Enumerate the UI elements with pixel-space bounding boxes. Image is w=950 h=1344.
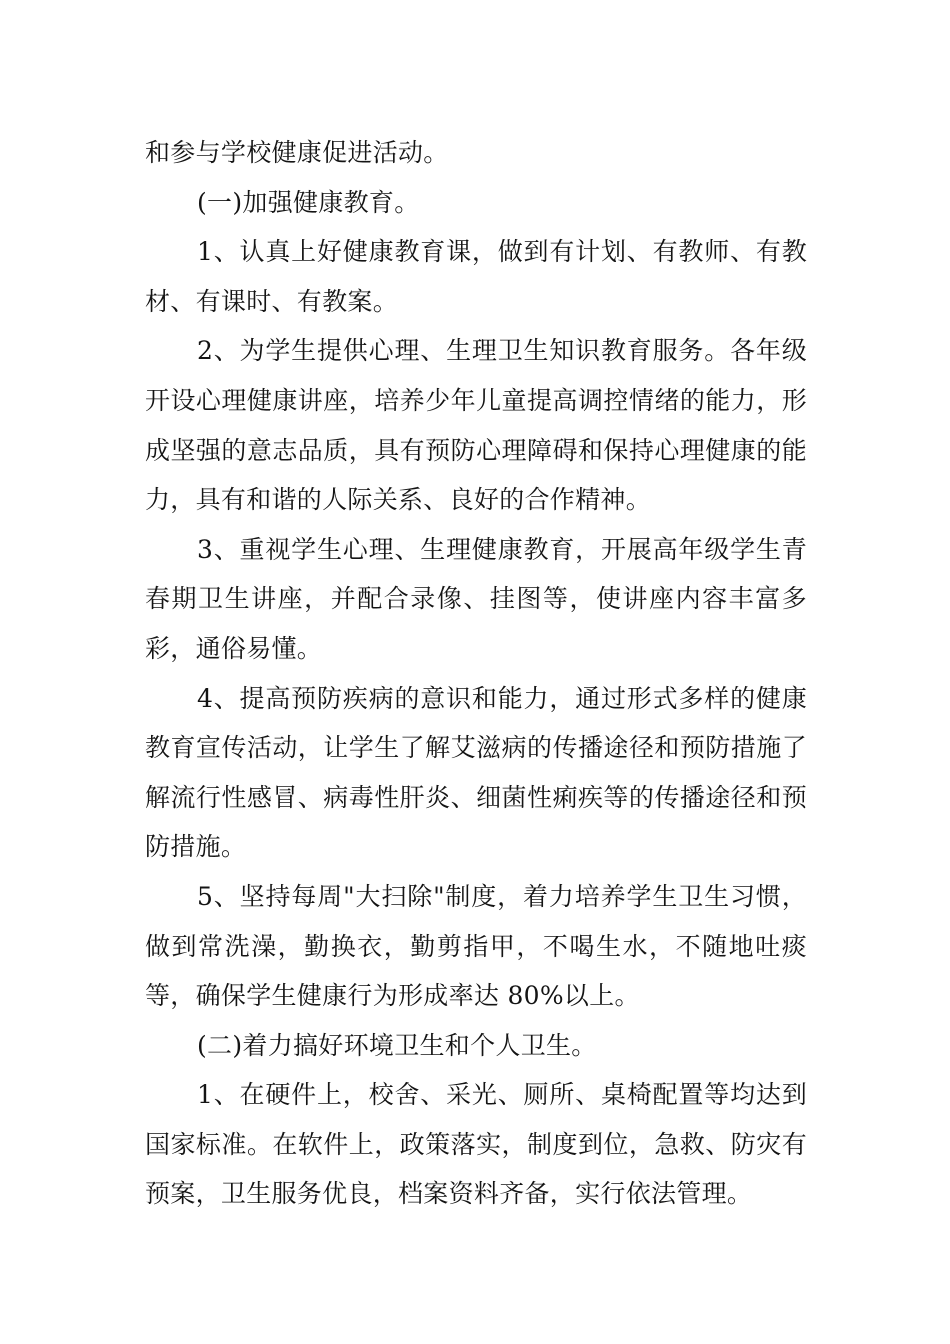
paragraph-item-5: 5、坚持每周"大扫除"制度，着力培养学生卫生习惯，做到常洗澡，勤换衣，勤剪指甲，不喝生水，不随地吐痰等，确保学生健康行为形成率达 80%以上。 [145,881,807,1011]
paragraph-item-3: 3、重视学生心理、生理健康教育，开展高年级学生青春期卫生讲座，并配合录像、挂图等，使讲座内容丰富多彩，通俗易懂。 [145,534,807,663]
paragraph-item-1: 1、认真上好健康教育课，做到有计划、有教师、有教材、有课时、有教案。 [145,237,807,316]
paragraph-item-6: 1、在硬件上，校舍、采光、厕所、桌椅配置等均达到国家标准。在软件上，政策落实，制度到位，急救、防灾有预案，卫生服务优良，档案资料齐备，实行依法管理。 [145,1080,807,1209]
paragraph-continuation: 和参与学校健康促进活动。 [145,138,449,167]
section-heading-1: (一)加强健康教育。 [197,187,420,217]
section-heading-2: (二)着力搞好环境卫生和个人卫生。 [197,1030,597,1060]
paragraph-item-4: 4、提高预防疾病的意识和能力，通过形式多样的健康教育宣传活动，让学生了解艾滋病的传播途径和预防措施了解流行性感冒、病毒性肝炎、细菌性痢疾等的传播途径和预防措施。 [145,683,807,862]
paragraph-item-2: 2、为学生提供心理、生理卫生知识教育服务。各年级开设心理健康讲座，培养少年儿童提高调控情绪的能力，形成坚强的意志品质，具有预防心理障碍和保持心理健康的能力，具有和谐的人际关系、良好的合作精神。 [145,336,807,515]
document-body [145,128,807,1219]
